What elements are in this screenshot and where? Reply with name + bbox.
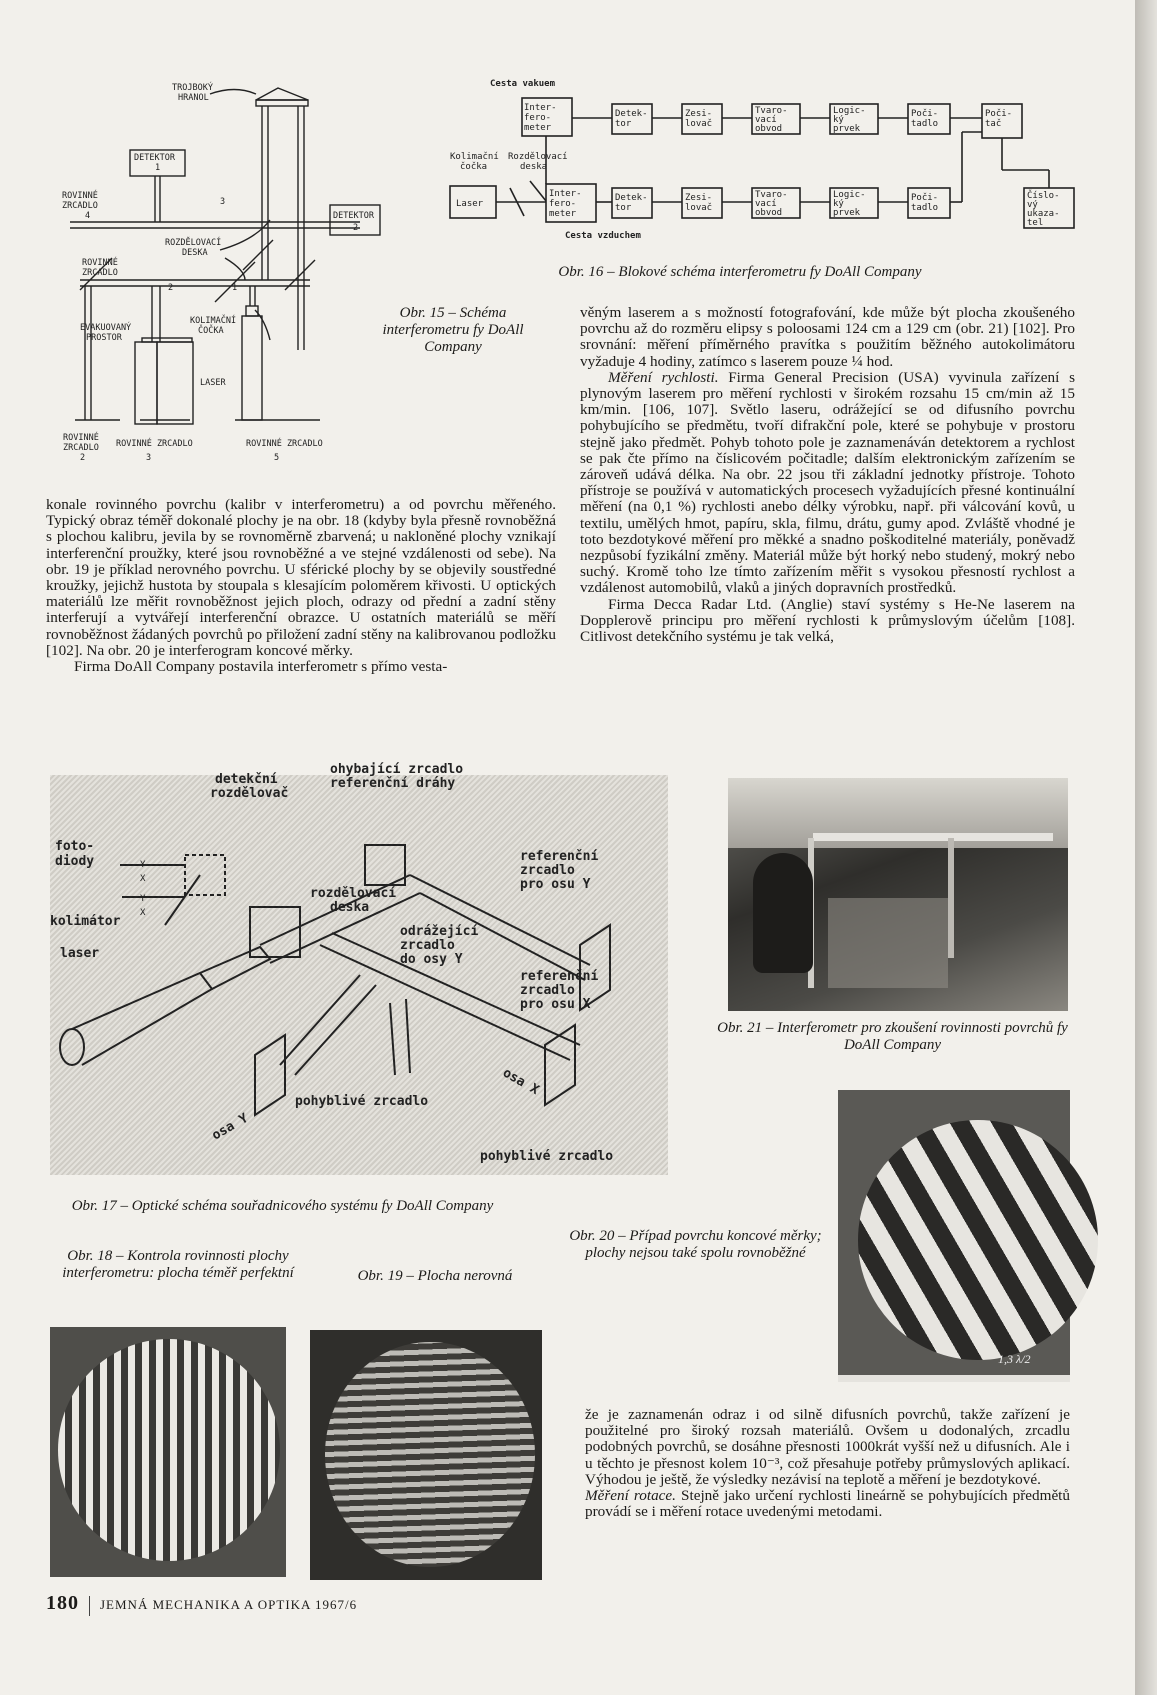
svg-text:Inter-: Inter- [549,189,582,199]
svg-text:meter: meter [549,209,577,219]
fig20-photo [838,1090,1070,1382]
svg-text:tor: tor [615,203,632,213]
fig18-photo [50,1327,286,1577]
svg-text:DETEKTOR: DETEKTOR [333,211,374,221]
svg-text:Inter-: Inter- [524,103,557,113]
svg-text:Y: Y [140,894,146,904]
svg-text:ký: ký [833,199,844,209]
svg-text:do osy Y: do osy Y [400,952,463,967]
svg-text:ROVINNÉ ZRCADLO: ROVINNÉ ZRCADLO [116,439,193,449]
svg-text:obvod: obvod [755,124,783,134]
svg-text:pohyblivé zrcadlo: pohyblivé zrcadlo [480,1149,614,1164]
svg-text:Detek-: Detek- [615,109,648,119]
svg-text:čočka: čočka [460,162,488,172]
svg-text:lovač: lovač [685,203,713,213]
svg-text:prvek: prvek [833,124,861,134]
journal-name: JEMNÁ MECHANIKA A OPTIKA 1967/6 [100,1597,358,1612]
svg-text:deska: deska [330,900,370,915]
svg-text:3: 3 [220,197,226,207]
fig20-caption: Obr. 20 – Případ povrchu koncové měrky; plochy nejsou také spolu rovnoběžné [569,1228,822,1261]
svg-text:rozdělovač: rozdělovač [210,786,289,801]
fig19-photo [310,1330,542,1580]
svg-text:ký: ký [833,115,844,125]
svg-text:vací: vací [755,199,777,209]
svg-text:Zesi-: Zesi- [685,193,713,203]
svg-text:ZRCADLO: ZRCADLO [82,268,118,278]
svg-text:Poči-: Poči- [985,109,1013,119]
svg-text:osa Y: osa Y [209,1110,251,1144]
svg-text:ČOČKA: ČOČKA [198,326,224,336]
svg-text:tadlo: tadlo [911,203,939,213]
svg-text:3: 3 [146,453,152,463]
page-number: 180 [46,1592,79,1614]
svg-text:X: X [140,908,146,918]
bottom-right-paragraph: že je zaznamenán odraz i od silně difusních povrchů, takže zařízení je použitelné pro široký rozsah materiálů. Ovšem u dodonalých, zrcadlu podobných povrchů, se dosáhne přesnosti 1000krát vyšší než u difusních. Ale i u těchto je přesnost kolem 10⁻³, což přesahuje potřeby průmyslových aplikací. Výhodou je ještě, že výsledky nezávisí na teplotě a měření je bezdotykové. [585,1406,1070,1488]
svg-text:foto-: foto- [55,839,95,854]
svg-text:vý: vý [1027,200,1038,210]
rotace-paragraph: Stejně jako určení rychlosti lineárně se pohybujících předmětů provádí se i měření rotace uvedenými metodami. [585,1487,1070,1521]
svg-text:ZRCADLO: ZRCADLO [62,201,98,211]
svg-text:ROVINNÉ: ROVINNÉ [62,191,98,201]
svg-text:laser: laser [60,946,100,961]
rychlost-paragraph: Firma General Precision (USA) vyvinula zařízení s plynovým laserem pro měření rychlosti v širokém rozsahu 15 cm/min až 15 km/min. [106, 107]. Světlo laseru, odrážející se od difusního povrchu pohybujícího se předmětu, tvoří difrakční pole, které se pohybuje v prostoru stejně jako předmět. Pohyb tohoto pole je zaznamenáván detektorem a rychlost se pak čte přímo na číslicovém počitadle; dalším elektronickým zařízením se zároveň udává délka. Na obr. 22 jsou tři základní jednotky přístroje. Tohoto přístroje se používá v automatických procesech vyžadujících přesné kontinuální měření (na 0,1 %) rychlosti anebo délky výrobku, např. při válcování kovů, u textilu, umělých hmot, papíru, skla, filmu, drátu, gumy apod. Zvláště vhodné je toto bezdotykové měření pro měkké a snadno poškoditelné materiály, poněvadž nezpůsobí fyzikální změny. Materiál může být horký nebo studený, mokrý nebo suchý. Kromě toho lze tímto zařízením měřit s vysokou přesností rychlost a vzdálenost automobilů, vlaků a jiných dopravních prostředků. [580,368,1075,597]
svg-text:Poči-: Poči- [911,193,939,203]
svg-text:HRANOL: HRANOL [178,93,209,103]
svg-text:fero-: fero- [524,113,552,123]
svg-text:ROVINNÉ ZRCADLO: ROVINNÉ ZRCADLO [246,439,323,449]
svg-text:osa X: osa X [500,1065,542,1099]
fig16-diagram [450,76,1080,246]
fig20-scale-label: 1,3 λ/2 [998,1352,1031,1366]
page-edge [1135,0,1157,1695]
svg-text:tor: tor [615,119,632,129]
svg-text:Poči-: Poči- [911,109,939,119]
fig16-top-path: Cesta vakuem [490,79,556,89]
decca-paragraph: Firma Decca Radar Ltd. (Anglie) staví systémy s He-Ne laserem na Dopplerově principu pro měření rychlosti k průmyslovým účelům [108]. Citlivost detekčního systému je tak velká, [580,595,1075,646]
svg-text:Y: Y [140,860,146,870]
svg-text:fero-: fero- [549,199,577,209]
fig17-caption: Obr. 17 – Optické schéma souřadnicového systému fy DoAll Company [71,1198,494,1214]
svg-text:X: X [140,874,146,884]
svg-text:meter: meter [524,123,552,133]
svg-text:zrcadlo: zrcadlo [520,863,575,878]
fig17-image [50,762,668,1175]
svg-text:Logic-: Logic- [833,106,866,116]
page-footer [46,1592,357,1616]
footer-divider [89,1596,90,1616]
fig21-caption: Obr. 21 – Interferometr pro zkoušení rovinnosti povrchů fy DoAll Company [717,1020,1068,1053]
rychlost-heading: Měření rychlosti. [608,368,719,386]
svg-text:referenční dráhy: referenční dráhy [330,776,456,791]
svg-text:tel: tel [1027,218,1044,228]
right-column-text [580,305,1075,645]
svg-text:PROSTOR: PROSTOR [86,333,122,343]
svg-text:deska: deska [520,162,548,172]
svg-text:Tvaro-: Tvaro- [755,190,788,200]
left-column-text [46,497,556,675]
svg-text:zrcadlo: zrcadlo [520,983,575,998]
fig16-caption: Obr. 16 – Blokové schéma interferometru fy DoAll Company [558,264,922,280]
svg-text:Laser: Laser [456,199,484,209]
fig15-diagram [60,80,390,490]
svg-text:lovač: lovač [685,119,713,129]
svg-text:referenční: referenční [520,969,599,984]
svg-text:KOLIMAČNÍ: KOLIMAČNÍ [190,316,237,326]
svg-text:ROVINNÉ: ROVINNÉ [63,433,99,443]
svg-text:DETEKTOR: DETEKTOR [134,153,175,163]
svg-text:ukaza-: ukaza- [1027,209,1060,219]
svg-text:LASER: LASER [200,378,226,388]
left-paragraph: konale rovinného povrchu (kalibr v interferometru) a od povrchu měřeného. Typický obraz téměř dokonalé plochy je na obr. 18 (kdyby byla přesně rovnoběžná s plochou kalibru, jevila by se rovnoměrně zbarvená; u nakloněné plochy vznikají interferenční proužky, které jsou rovnoběžné a ve stejné vzdálenosti od sebe). Na obr. 19 je příklad nerovného povrchu. U sférické plochy by se objevily soustředné kroužky, jejichž hustota by stoupala s klesajícím poloměrem křivosti. U optických materiálů lze měřit rovnoběžnost jejich ploch, odrazy od přední a zadní stěny interferují a vytvářejí interferenční obrazce. U ostatních materiálů se měří rovnoběžnost žádaných povrchů po přiložení zadní stěny na kalibrovanou podložku [102]. Na obr. 20 je interferogram koncové měrky. [46,496,556,659]
svg-text:TROJBOKÝ: TROJBOKÝ [172,83,213,93]
fig16-bottom-path: Cesta vzduchem [565,231,641,241]
svg-text:Logic-: Logic- [833,190,866,200]
svg-text:Číslo-: Číslo- [1027,191,1060,201]
svg-text:pro osu Y: pro osu Y [520,877,591,892]
svg-text:prvek: prvek [833,208,861,218]
bottom-right-text [585,1407,1070,1520]
svg-text:2: 2 [168,283,174,293]
svg-text:obvod: obvod [755,208,783,218]
svg-text:ZRCADLO: ZRCADLO [63,443,99,453]
fig21-photo [728,778,1068,1011]
svg-text:kolimátor: kolimátor [50,914,121,929]
svg-text:zrcadlo: zrcadlo [400,938,455,953]
left-paragraph-2: Firma DoAll Company postavila interferometr s přímo vesta- [74,658,448,676]
svg-text:4: 4 [85,211,91,221]
svg-text:Detek-: Detek- [615,193,648,203]
svg-text:1: 1 [155,163,161,173]
svg-text:Zesi-: Zesi- [685,109,713,119]
svg-text:2: 2 [80,453,86,463]
svg-text:vací: vací [755,115,777,125]
right-paragraph: věným laserem a s možností fotografování, kde může být plocha zkoušeného povrchu až do rozměru elipsy s poloosami 124 cm a 129 cm (obr. 21) [102]. Pro srovnání: měření příměrného pravítka s použitím běžného autokolimátoru vyžaduje 4 hodiny, zatímco s laserem pouze ¼ hod. [580,304,1075,370]
svg-text:EVAKUOVANÝ: EVAKUOVANÝ [80,323,132,333]
svg-text:diody: diody [55,854,95,869]
svg-text:Tvaro-: Tvaro- [755,106,788,116]
svg-text:rozdělovací: rozdělovací [310,886,397,901]
svg-text:ohybající zrcadlo: ohybající zrcadlo [330,762,464,777]
fig15-caption: Obr. 15 – Schéma interferometru fy DoAll Company [382,305,524,355]
svg-text:detekční: detekční [215,772,278,787]
svg-text:2: 2 [353,223,359,233]
svg-text:ROVINNÉ: ROVINNÉ [82,258,118,268]
svg-text:pro osu X: pro osu X [520,997,591,1012]
rotace-heading: Měření rotace. [585,1487,676,1505]
svg-text:tač: tač [985,119,1002,129]
svg-text:DESKA: DESKA [182,248,208,258]
fig19-caption: Obr. 19 – Plocha nerovná [357,1268,513,1284]
fig18-caption: Obr. 18 – Kontrola rovinnosti plochy interferometru: plocha téměř perfektní [62,1248,294,1281]
svg-text:1: 1 [232,283,238,293]
svg-text:5: 5 [274,453,280,463]
svg-text:referenční: referenční [520,849,599,864]
svg-text:odrážející: odrážející [400,924,479,939]
svg-text:Kolimační: Kolimační [450,152,499,162]
svg-text:tadlo: tadlo [911,119,939,129]
svg-text:pohyblivé zrcadlo: pohyblivé zrcadlo [295,1094,429,1109]
svg-text:Rozdělovací: Rozdělovací [508,152,568,162]
svg-text:ROZDĚLOVACÍ: ROZDĚLOVACÍ [165,238,222,248]
